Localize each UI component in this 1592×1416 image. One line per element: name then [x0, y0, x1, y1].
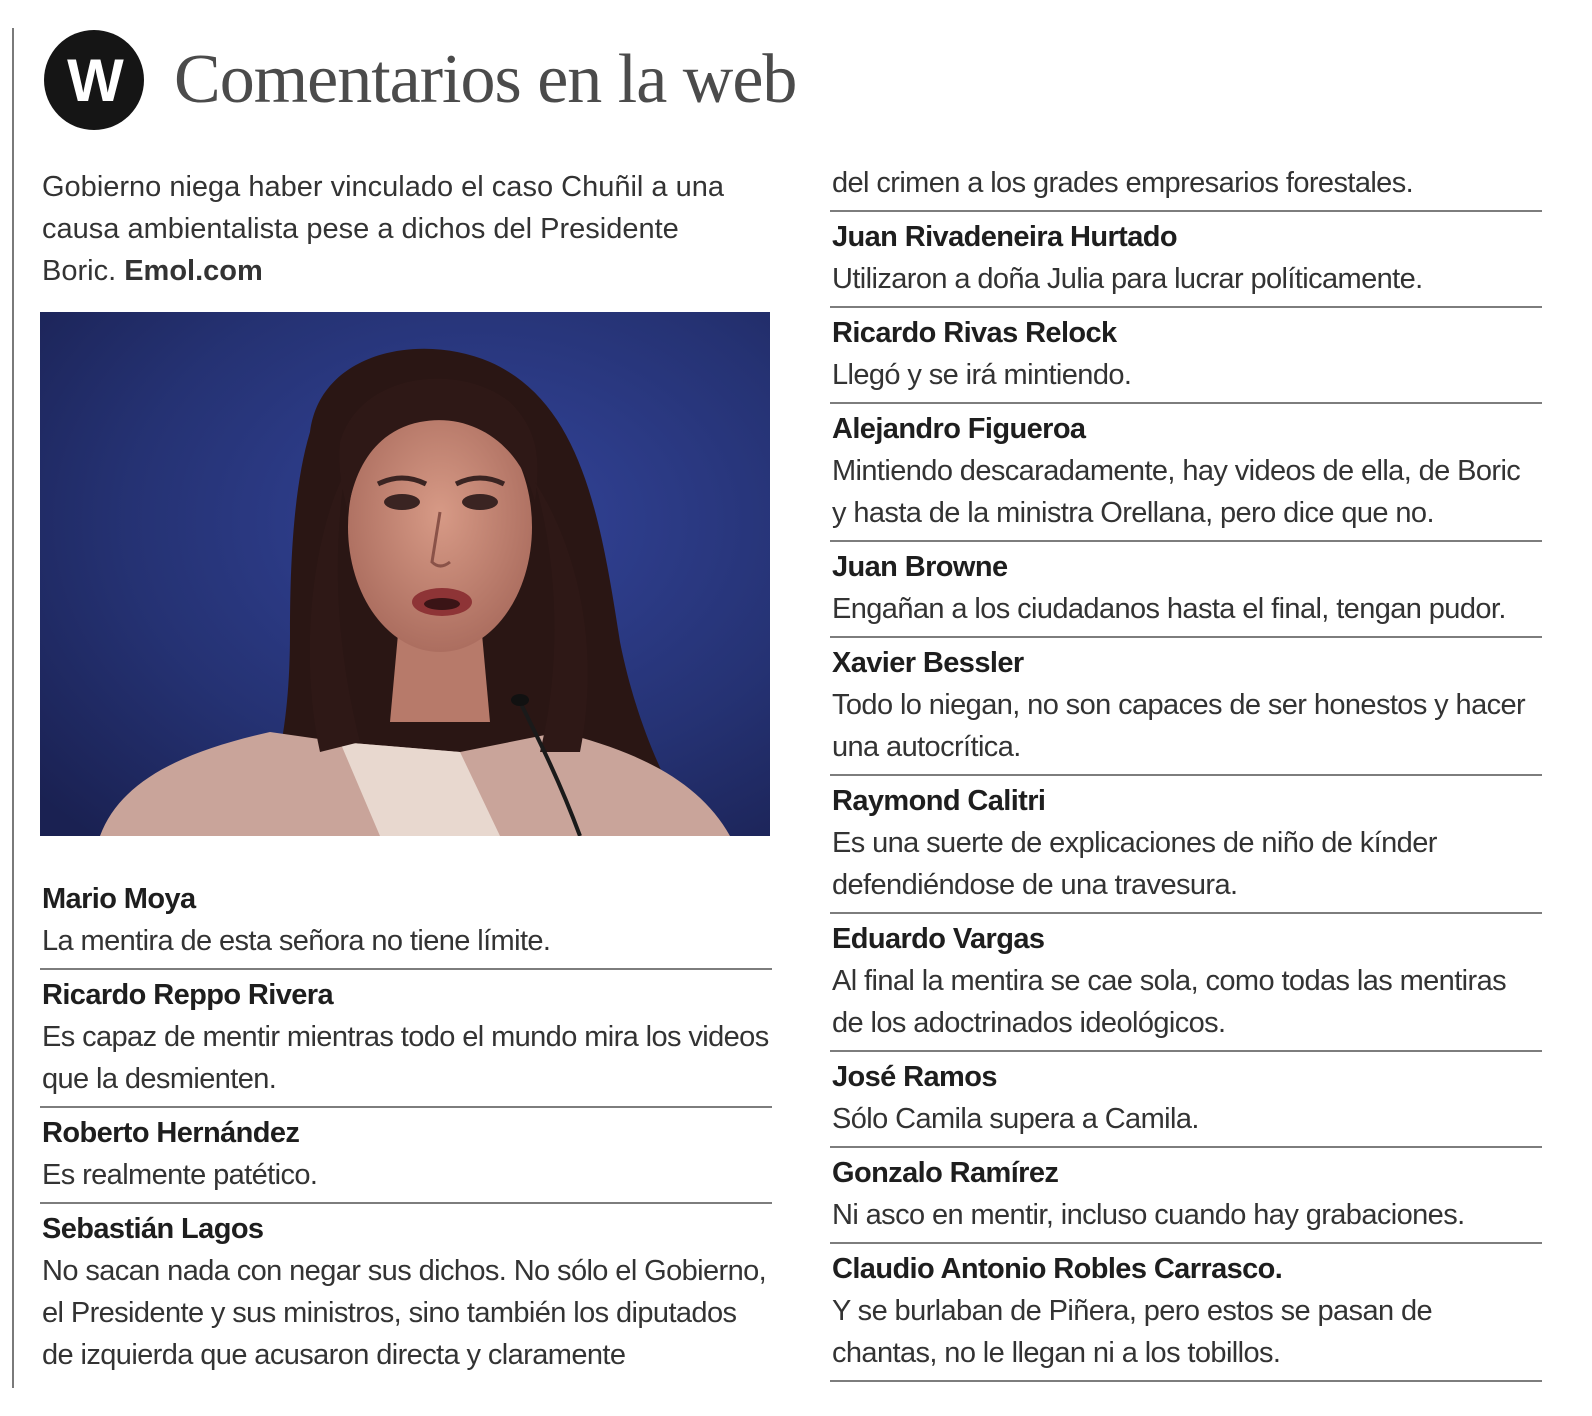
comment-author: Juan Browne — [832, 551, 1008, 583]
comment-author: Alejandro Figueroa — [832, 413, 1086, 445]
comment-text: Engañan a los ciudadanos hasta el final, tengan pudor. — [832, 593, 1506, 625]
comment-item — [40, 970, 772, 1108]
comment-item — [830, 1244, 1542, 1382]
news-photo — [40, 312, 770, 836]
comment-author: Raymond Calitri — [832, 785, 1046, 817]
comment-item — [830, 542, 1542, 638]
comment-text: del crimen a los grades empresarios forestales. — [832, 167, 1414, 199]
comment-item — [830, 212, 1542, 308]
comment-text: Al final la mentira se cae sola, como todas las mentiras de los adoctrinados ideológicos. — [832, 965, 1506, 1039]
comment-item — [830, 914, 1542, 1052]
lead-paragraph — [42, 166, 742, 292]
comment-text: No sacan nada con negar sus dichos. No sólo el Gobierno, el Presidente y sus ministros, sino también los diputados de izquierda que acusaron directa y claramente — [42, 1255, 767, 1371]
web-logo-icon: W — [44, 30, 144, 130]
comment-author: Ricardo Rivas Relock — [832, 317, 1117, 349]
comment-item — [40, 1204, 772, 1382]
comment-item — [40, 1108, 772, 1204]
comment-author: Juan Rivadeneira Hurtado — [832, 221, 1177, 253]
comment-author: Mario Moya — [42, 883, 196, 915]
comment-author: Eduardo Vargas — [832, 923, 1045, 955]
comment-text: Es capaz de mentir mientras todo el mundo mira los videos que la desmienten. — [42, 1021, 769, 1095]
comment-text: Es una suerte de explicaciones de niño de kínder defendiéndose de una travesura. — [832, 827, 1437, 901]
comment-continuation — [830, 158, 1542, 212]
comment-author: Roberto Hernández — [42, 1117, 300, 1149]
comment-text: Llegó y se irá mintiendo. — [832, 359, 1132, 391]
comment-text: Y se burlaban de Piñera, pero estos se pasan de chantas, no le llegan ni a los tobillos. — [832, 1295, 1433, 1369]
comment-text: Sólo Camila supera a Camila. — [832, 1103, 1199, 1135]
lead-text: Gobierno niega haber vinculado el caso Chuñil a una causa ambientalista pese a dichos del Presidente Boric. — [42, 171, 724, 287]
comments-left-column — [40, 874, 772, 1382]
lead-source: Emol.com — [124, 255, 263, 287]
comment-author: Xavier Bessler — [832, 647, 1024, 679]
comment-item — [830, 1148, 1542, 1244]
comment-item — [40, 874, 772, 970]
comment-author: Ricardo Reppo Rivera — [42, 979, 333, 1011]
portrait-illustration — [40, 312, 770, 836]
comment-item — [830, 308, 1542, 404]
comment-item — [830, 1052, 1542, 1148]
comment-text: Utilizaron a doña Julia para lucrar políticamente. — [832, 263, 1423, 295]
comment-text: Todo lo niegan, no son capaces de ser honestos y hacer una autocrítica. — [832, 689, 1526, 763]
comment-item — [830, 404, 1542, 542]
comment-text: Ni asco en mentir, incluso cuando hay grabaciones. — [832, 1199, 1465, 1231]
comments-right-column — [830, 158, 1542, 1382]
comment-item — [830, 776, 1542, 914]
section-header — [44, 30, 796, 130]
section-title: Comentarios en la web — [174, 41, 797, 118]
comment-author: Gonzalo Ramírez — [832, 1157, 1059, 1189]
comment-text: Mintiendo descaradamente, hay videos de ella, de Boric y hasta de la ministra Orellana, pero dice que no. — [832, 455, 1521, 529]
column-rule — [12, 28, 14, 1388]
comment-item — [830, 638, 1542, 776]
comment-author: José Ramos — [832, 1061, 997, 1093]
comment-text: La mentira de esta señora no tiene límite. — [42, 925, 551, 957]
comment-author: Sebastián Lagos — [42, 1213, 264, 1245]
comment-text: Es realmente patético. — [42, 1159, 318, 1191]
comment-author: Claudio Antonio Robles Carrasco. — [832, 1253, 1283, 1285]
